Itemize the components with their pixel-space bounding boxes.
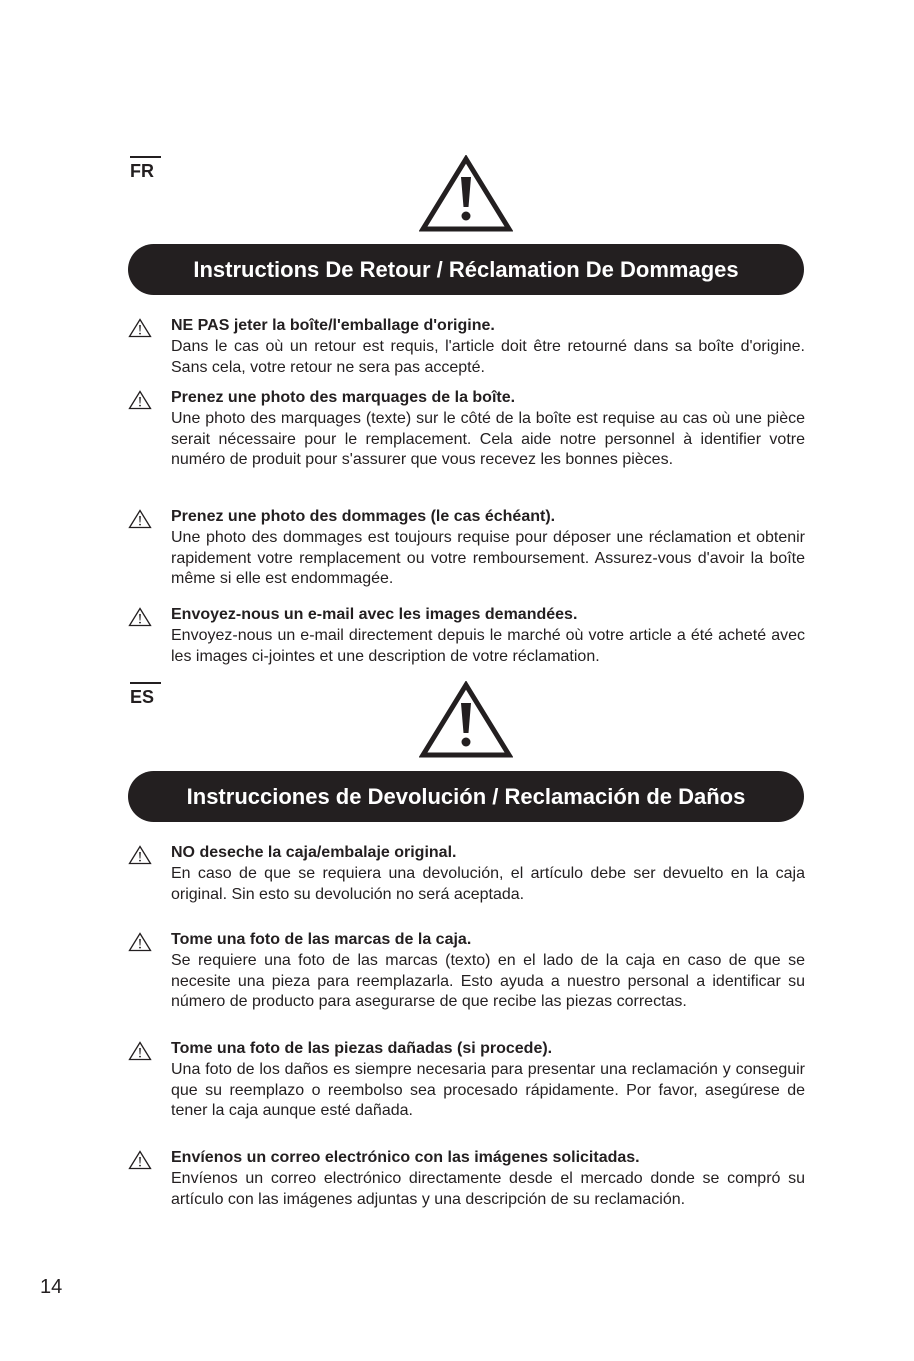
instruction-heading: Prenez une photo des dommages (le cas échéant). (171, 508, 556, 525)
warning-triangle-small-icon (128, 932, 152, 952)
section-title-es: Instrucciones de Devolución / Reclamación de Daños (128, 771, 804, 822)
language-code-es: ES (130, 682, 161, 707)
warning-triangle-icon (419, 681, 513, 759)
instruction-heading: Envoyez-nous un e-mail avec les images demandées. (171, 606, 578, 623)
instruction-body: Dans le cas où un retour est requis, l'article doit être retourné dans sa boîte d'origine. Sans cela, votre retour ne sera pas accepté. (171, 337, 805, 376)
warning-triangle-small-icon (128, 607, 152, 627)
page-number: 14 (40, 1276, 63, 1298)
instruction-heading: NO deseche la caja/embalaje original. (171, 844, 457, 861)
language-code-fr: FR (130, 156, 161, 181)
instruction-heading: Tome una foto de las marcas de la caja. (171, 931, 472, 948)
warning-triangle-small-icon (128, 1041, 152, 1061)
section-title-fr: Instructions De Retour / Réclamation De Dommages (128, 244, 804, 295)
instruction-heading: Envíenos un correo electrónico con las imágenes solicitadas. (171, 1149, 640, 1166)
warning-triangle-small-icon (128, 1150, 152, 1170)
warning-triangle-small-icon (128, 509, 152, 529)
instruction-heading: Tome una foto de las piezas dañadas (si procede). (171, 1040, 553, 1057)
instruction-body: Envíenos un correo electrónico directamente desde el mercado donde se compró su artículo con las imágenes adjuntas y una descripción de su reclamación. (171, 1169, 805, 1208)
instruction-body: Envoyez-nous un e-mail directement depuis le marché où votre article a été acheté avec les images ci-jointes et une description de votre réclamation. (171, 626, 805, 665)
warning-triangle-small-icon (128, 390, 152, 410)
instruction-heading: Prenez une photo des marquages de la boîte. (171, 389, 516, 406)
warning-triangle-small-icon (128, 845, 152, 865)
instruction-body: Una foto de los daños es siempre necesaria para presentar una reclamación y conseguir que su reemplazo o reembolso sea procesado rápidamente. Por favor, asegúrese de tener la caja aunque esté dañada. (171, 1060, 805, 1120)
instruction-body: Une photo des dommages est toujours requise pour déposer une réclamation et obtenir rapidement votre remplacement ou votre remboursement. Assurez-vous d'avoir la boîte même si elle est endommagée. (171, 528, 805, 588)
instruction-heading: NE PAS jeter la boîte/l'emballage d'origine. (171, 317, 495, 334)
warning-triangle-icon (419, 155, 513, 233)
instruction-body: En caso de que se requiera una devolución, el artículo debe ser devuelto en la caja original. Sin esto su devolución no será aceptada. (171, 864, 805, 903)
warning-triangle-small-icon (128, 318, 152, 338)
instruction-body: Se requiere una foto de las marcas (texto) en el lado de la caja en caso de que se necesite una pieza para reemplazarla. Esto ayuda a nuestro personal a identificar su número de producto para asegurarse de que recibe las piezas correctas. (171, 951, 805, 1011)
instruction-body: Une photo des marquages (texte) sur le côté de la boîte est requise au cas où une pièce serait nécessaire pour le remplacement. Cela aide notre personnel à identifier votre numéro de produit pour s'assurer que vous recevez les bonnes pièces. (171, 409, 805, 469)
